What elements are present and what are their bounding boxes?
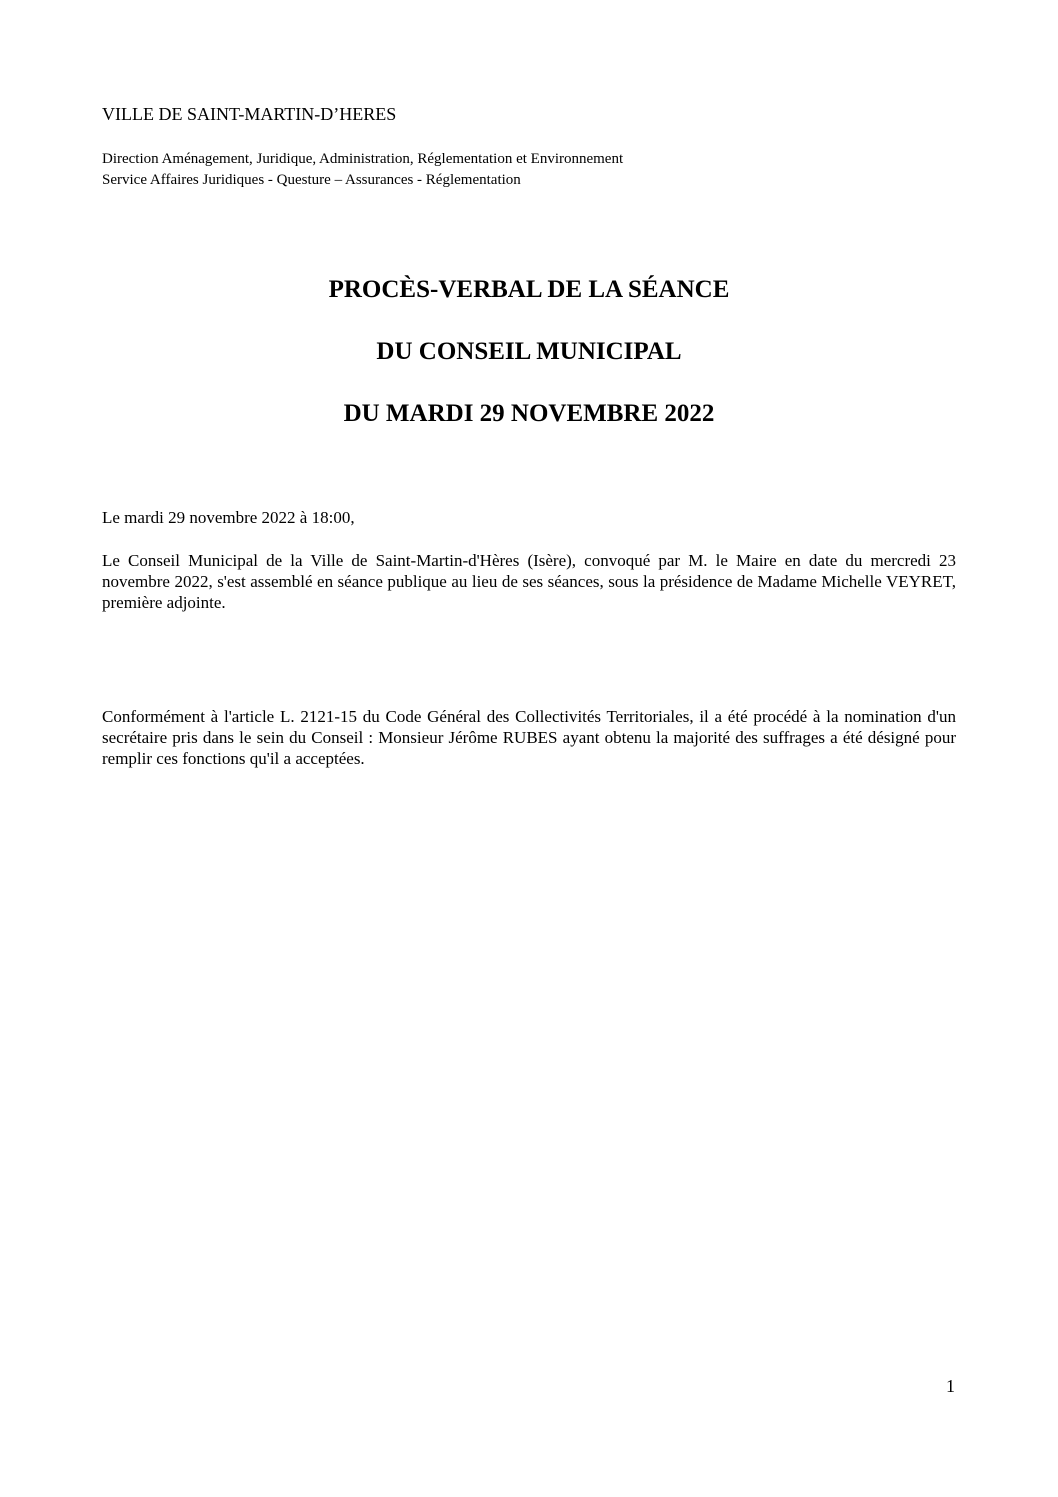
title-line-1: PROCÈS-VERBAL DE LA SÉANCE <box>328 276 730 303</box>
page-number: 1 <box>946 1376 955 1396</box>
organization-name: VILLE DE SAINT-MARTIN-D’HERES <box>102 104 397 124</box>
department-line: Direction Aménagement, Juridique, Administration, Réglementation et Environnement <box>102 151 624 167</box>
secretary-paragraph: Conformément à l'article L. 2121-15 du Code Général des Collectivités Territoriales, il a été procédé à la nomination d'un secrétaire pris dans le sein du Conseil : Monsieur Jérôme RUBES ayant obtenu la majorité des suffrages a été désigné pour remplir ces fonctions qu'il a acceptées. <box>102 707 956 768</box>
opening-date-paragraph: Le mardi 29 novembre 2022 à 18:00, <box>102 508 355 527</box>
convocation-paragraph: Le Conseil Municipal de la Ville de Saint-Martin-d'Hères (Isère), convoqué par M. le Maire en date du mercredi 23 novembre 2022, s'est assemblé en séance publique au lieu de ses séances, sous la présidence de Madame Michelle VEYRET, première adjointe. <box>102 551 956 612</box>
title-line-2: DU CONSEIL MUNICIPAL <box>376 338 682 365</box>
title-line-3: DU MARDI 29 NOVEMBRE 2022 <box>343 400 715 427</box>
document-title <box>0 274 1058 460</box>
service-line: Service Affaires Juridiques - Questure – Assurances - Réglementation <box>102 172 521 188</box>
department-block <box>102 149 623 191</box>
